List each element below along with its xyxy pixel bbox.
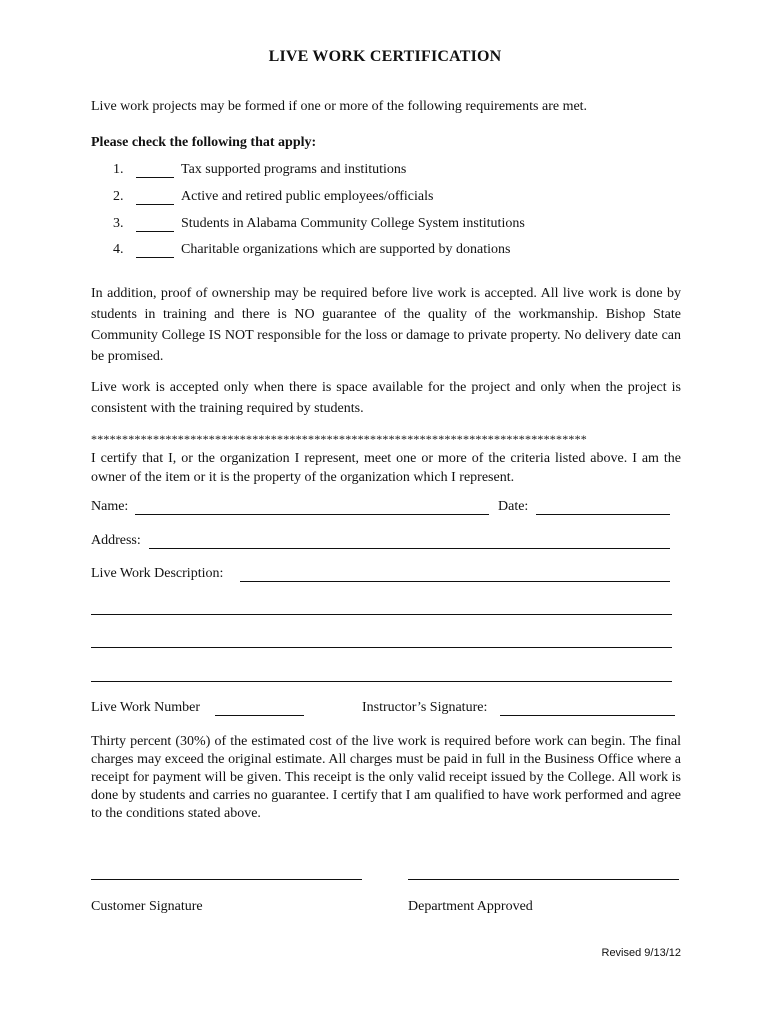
space-paragraph: Live work is accepted only when there is space available for the project and only when the project is consistent with the training required by students. [91, 380, 681, 416]
instructor-signature-label: Instructor’s Signature: [362, 700, 488, 715]
address-field[interactable] [149, 548, 670, 549]
check-heading: Please check the following that apply: [91, 135, 317, 150]
department-approval-field[interactable] [408, 879, 679, 880]
customer-signature-field[interactable] [91, 879, 362, 880]
work-number-field[interactable] [215, 715, 304, 716]
requirement-number: 4. [113, 242, 124, 257]
requirement-number: 3. [113, 216, 124, 231]
description-field-line-4[interactable] [91, 681, 672, 682]
address-label: Address: [91, 533, 141, 548]
requirement-checkbox-blank[interactable] [136, 177, 174, 178]
requirement-text: Tax supported programs and institutions [181, 162, 407, 177]
document-title: LIVE WORK CERTIFICATION [268, 48, 502, 65]
instructor-signature-field[interactable] [500, 715, 675, 716]
ownership-paragraph: In addition, proof of ownership may be required before live work is accepted. All live work is done by students in training and there is NO guarantee of the quality of the workmanship. Bishop State Community College IS NOT responsible for the loss or damage to private property. No delivery date can be promised. [91, 286, 681, 364]
separator-line: ******************************************************************************** [91, 432, 587, 446]
date-field[interactable] [536, 514, 670, 515]
description-field-line-1[interactable] [240, 581, 670, 582]
customer-signature-label: Customer Signature [91, 899, 203, 914]
description-field-line-2[interactable] [91, 614, 672, 615]
requirement-item-3 [0, 216, 770, 238]
requirement-number: 2. [113, 189, 124, 204]
requirement-item-1 [0, 162, 770, 184]
requirement-text: Active and retired public employees/officials [181, 189, 434, 204]
description-label: Live Work Description: [91, 566, 224, 581]
terms-paragraph: Thirty percent (30%) of the estimated cost of the live work is required before work can begin. The final charges may exceed the original estimate. All charges must be paid in full in the Business Office where a receipt for payment will be given. This receipt is the only valid receipt issued by the College. All work is done by students and carries no guarantee. I certify that I am qualified to have work performed and agree to the conditions stated above. [91, 734, 681, 821]
work-number-label: Live Work Number [91, 700, 201, 715]
name-label: Name: [91, 499, 129, 514]
requirement-number: 1. [113, 162, 124, 177]
requirement-item-4 [0, 242, 770, 264]
revision-date: Revised 9/13/12 [601, 947, 681, 959]
requirement-text: Charitable organizations which are supported by donations [181, 242, 511, 257]
name-field[interactable] [135, 514, 489, 515]
date-label: Date: [498, 499, 529, 514]
intro-text: Live work projects may be formed if one or more of the following requirements are met. [91, 99, 588, 114]
requirement-checkbox-blank[interactable] [136, 257, 174, 258]
description-field-line-3[interactable] [91, 647, 672, 648]
certify-paragraph: I certify that I, or the organization I represent, meet one or more of the criteria listed above. I am the owner of the item or it is the property of the organization which I represent. [91, 451, 681, 485]
requirement-text: Students in Alabama Community College System institutions [181, 216, 525, 231]
requirement-checkbox-blank[interactable] [136, 204, 174, 205]
department-approved-label: Department Approved [408, 899, 533, 914]
requirement-item-2 [0, 189, 770, 211]
requirement-checkbox-blank[interactable] [136, 231, 174, 232]
